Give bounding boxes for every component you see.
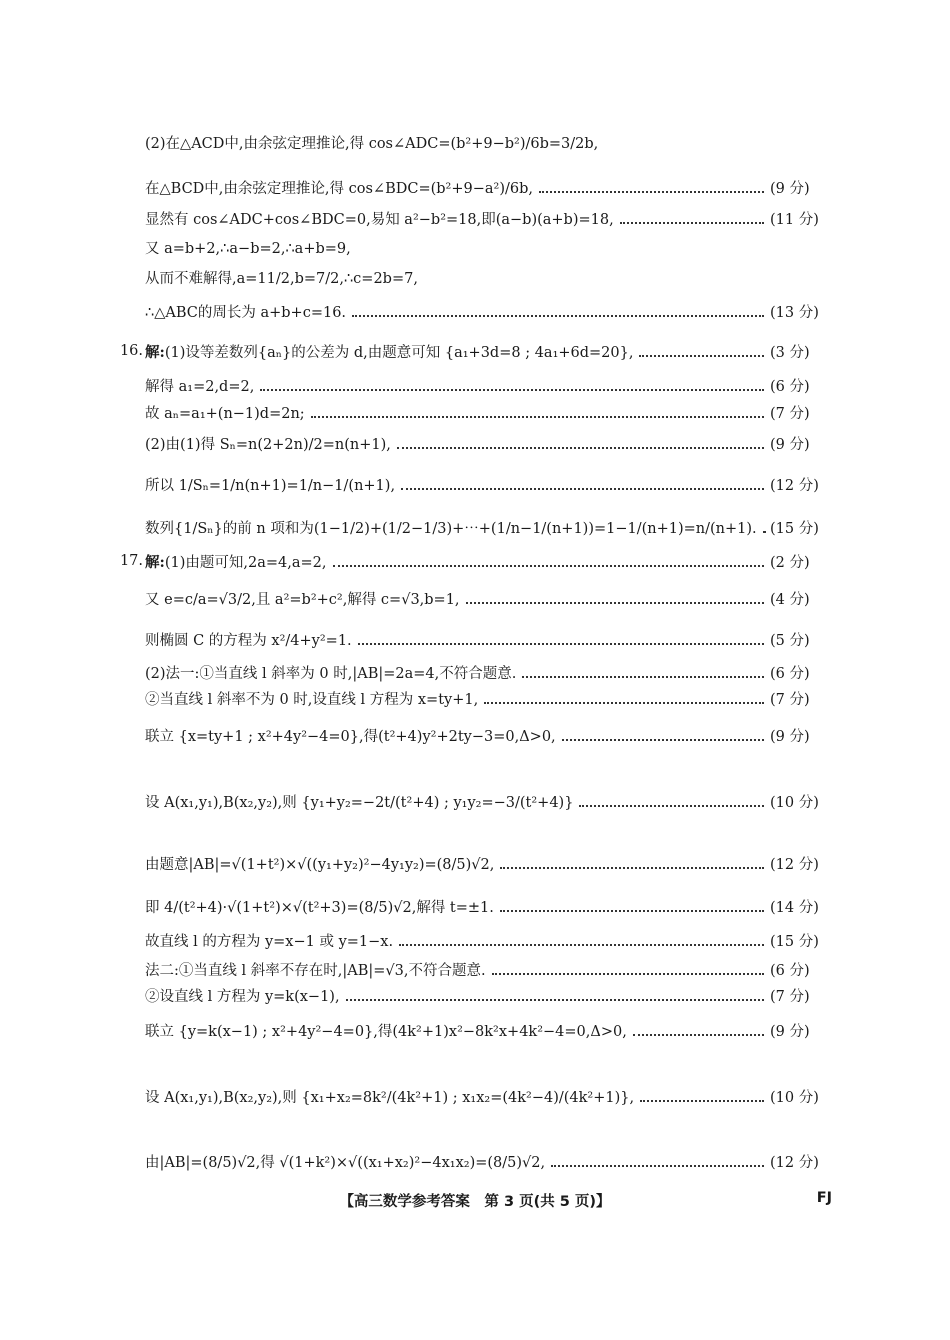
answer-line bbox=[0, 848, 950, 878]
line-content bbox=[145, 588, 460, 609]
answer-line bbox=[0, 1015, 950, 1045]
line-text: ∴△ABC的周长为 a+b+c=16. bbox=[145, 304, 347, 321]
line-text: 联立 {y=k(x−1) ; x²+4y²−4=0},得(4k²+1)x²−8k²x+4k²−4=0,Δ>0, bbox=[145, 1023, 627, 1040]
line-text: (2)由(1)得 Sₙ=n(2+2n)/2=n(n+1), bbox=[145, 436, 391, 453]
dot-leader bbox=[484, 701, 764, 704]
answer-line bbox=[0, 891, 950, 921]
line-text: 设 A(x₁,y₁),B(x₂,y₂),则 {y₁+y₂=−2t/(t²+4) ; y₁y₂=−3/(t²+4)} bbox=[145, 794, 574, 811]
line-content bbox=[145, 791, 573, 812]
line-text: 法二:①当直线 l 斜率不存在时,|AB|=√3,不符合题意. bbox=[145, 962, 486, 979]
line-content bbox=[145, 177, 533, 198]
score-label: (12 分) bbox=[770, 1154, 819, 1171]
line-content bbox=[145, 267, 418, 288]
answer-line bbox=[0, 232, 950, 262]
score-label: (2 分) bbox=[770, 554, 810, 571]
line-content bbox=[145, 688, 478, 709]
line-content bbox=[145, 208, 614, 229]
answer-line bbox=[0, 624, 950, 654]
score-label: (6 分) bbox=[770, 962, 810, 979]
line-content bbox=[145, 1086, 634, 1107]
line-text: (1)由题可知,2a=4,a=2, bbox=[164, 554, 327, 571]
answer-line bbox=[0, 262, 950, 292]
solution-label: 解: bbox=[145, 553, 165, 571]
line-text: 即 4/(t²+4)·√(1+t²)×√(t²+3)=(8/5)√2,解得 t=±1. bbox=[145, 899, 494, 916]
line-content bbox=[145, 301, 346, 322]
line-text: (1)设等差数列{aₙ}的公差为 d,由题意可知 {a₁+3d=8 ; 4a₁+6d=20}, bbox=[164, 344, 634, 361]
score-label: (3 分) bbox=[770, 344, 810, 361]
answer-line bbox=[0, 925, 950, 955]
solution-label: 解: bbox=[145, 343, 165, 361]
score-label: (10 分) bbox=[770, 1089, 819, 1106]
line-content bbox=[145, 853, 494, 874]
line-content bbox=[145, 375, 254, 396]
line-content bbox=[145, 959, 486, 980]
line-content bbox=[145, 930, 393, 951]
answer-line bbox=[0, 203, 950, 233]
line-text: 显然有 cos∠ADC+cos∠BDC=0,易知 a²−b²=18,即(a−b)(a+b)=18, bbox=[145, 211, 614, 228]
dot-leader bbox=[358, 642, 764, 645]
answer-line bbox=[0, 1146, 950, 1176]
dot-leader bbox=[352, 314, 764, 317]
line-content bbox=[145, 433, 391, 454]
page-footer bbox=[0, 1190, 950, 1214]
answer-line bbox=[0, 546, 950, 576]
line-text: 故直线 l 的方程为 y=x−1 或 y=1−x. bbox=[145, 933, 394, 950]
line-content bbox=[145, 474, 395, 495]
line-content bbox=[145, 629, 352, 650]
line-content bbox=[145, 896, 494, 917]
line-text: 解得 a₁=2,d=2, bbox=[145, 378, 255, 395]
dot-leader bbox=[562, 738, 764, 741]
line-text: 所以 1/Sₙ=1/n(n+1)=1/n−1/(n+1), bbox=[145, 477, 396, 494]
footer-title: 【高三数学参考答案 第 3 页(共 5 页)】 bbox=[339, 1194, 611, 1210]
dot-leader bbox=[492, 972, 764, 975]
dot-leader bbox=[346, 998, 764, 1001]
score-label: (4 分) bbox=[770, 591, 810, 608]
line-text: ②设直线 l 方程为 y=k(x−1), bbox=[145, 988, 340, 1005]
line-text: (2)法一:①当直线 l 斜率为 0 时,|AB|=2a=4,不符合题意. bbox=[145, 665, 517, 682]
dot-leader bbox=[311, 415, 764, 418]
line-content bbox=[145, 985, 340, 1006]
dot-leader bbox=[522, 675, 764, 678]
line-content bbox=[145, 1020, 627, 1041]
line-content bbox=[145, 662, 516, 683]
score-label: (7 分) bbox=[770, 691, 810, 708]
dot-leader bbox=[579, 804, 764, 807]
dot-leader bbox=[401, 487, 764, 490]
dot-leader bbox=[500, 866, 764, 869]
answer-line bbox=[0, 469, 950, 499]
score-label: (9 分) bbox=[770, 728, 810, 745]
line-content bbox=[145, 725, 556, 746]
answer-line bbox=[0, 397, 950, 427]
score-label: (9 分) bbox=[770, 1023, 810, 1040]
score-label: (7 分) bbox=[770, 988, 810, 1005]
dot-leader bbox=[620, 221, 764, 224]
score-label: (9 分) bbox=[770, 180, 810, 197]
line-content bbox=[145, 517, 757, 538]
line-text: 从而不难解得,a=11/2,b=7/2,∴c=2b=7, bbox=[145, 270, 418, 287]
score-label: (10 分) bbox=[770, 794, 819, 811]
dot-leader bbox=[399, 943, 764, 946]
footer-code: FJ bbox=[816, 1190, 832, 1206]
score-label: (6 分) bbox=[770, 665, 810, 682]
answer-line bbox=[0, 980, 950, 1010]
answer-line bbox=[0, 172, 950, 202]
answer-line bbox=[0, 127, 950, 157]
answer-line bbox=[0, 336, 950, 366]
line-content bbox=[145, 132, 598, 153]
answer-line bbox=[0, 512, 950, 542]
question-number: 17. bbox=[119, 553, 143, 569]
line-text: 又 a=b+2,∴a−b=2,∴a+b=9, bbox=[145, 240, 351, 257]
answer-line bbox=[0, 683, 950, 713]
answer-line bbox=[0, 428, 950, 458]
score-label: (15 分) bbox=[770, 520, 819, 537]
score-label: (7 分) bbox=[770, 405, 810, 422]
dot-leader bbox=[633, 1033, 764, 1036]
dot-leader bbox=[466, 601, 764, 604]
line-text: 又 e=c/a=√3/2,且 a²=b²+c²,解得 c=√3,b=1, bbox=[145, 591, 460, 608]
dot-leader bbox=[260, 388, 764, 391]
line-content bbox=[145, 1151, 545, 1172]
score-label: (15 分) bbox=[770, 933, 819, 950]
dot-leader bbox=[539, 190, 764, 193]
answer-line bbox=[0, 370, 950, 400]
answer-line bbox=[0, 786, 950, 816]
line-content bbox=[145, 402, 305, 423]
dot-leader bbox=[397, 446, 764, 449]
dot-leader bbox=[551, 1164, 764, 1167]
score-label: (14 分) bbox=[770, 899, 819, 916]
line-text: 联立 {x=ty+1 ; x²+4y²−4=0},得(t²+4)y²+2ty−3=0,Δ>0, bbox=[145, 728, 556, 745]
score-label: (12 分) bbox=[770, 477, 819, 494]
line-content bbox=[113, 551, 327, 572]
line-text: 则椭圆 C 的方程为 x²/4+y²=1. bbox=[145, 632, 352, 649]
score-label: (12 分) bbox=[770, 856, 819, 873]
score-label: (6 分) bbox=[770, 378, 810, 395]
line-text: 在△BCD中,由余弦定理推论,得 cos∠BDC=(b²+9−a²)/6b, bbox=[145, 180, 533, 197]
dot-leader bbox=[640, 1099, 764, 1102]
line-text: 设 A(x₁,y₁),B(x₂,y₂),则 {x₁+x₂=8k²/(4k²+1) ; x₁x₂=(4k²−4)/(4k²+1)}, bbox=[145, 1089, 635, 1106]
score-label: (9 分) bbox=[770, 436, 810, 453]
line-text: (2)在△ACD中,由余弦定理推论,得 cos∠ADC=(b²+9−b²)/6b=3/2b, bbox=[145, 135, 599, 152]
answer-line bbox=[0, 720, 950, 750]
score-label: (13 分) bbox=[770, 304, 819, 321]
line-content bbox=[145, 237, 351, 258]
line-text: 故 aₙ=a₁+(n−1)d=2n; bbox=[145, 405, 305, 422]
line-text: 由|AB|=(8/5)√2,得 √(1+k²)×√((x₁+x₂)²−4x₁x₂)=(8/5)√2, bbox=[145, 1154, 546, 1171]
dot-leader bbox=[500, 909, 764, 912]
score-label: (11 分) bbox=[770, 211, 819, 228]
line-content bbox=[113, 341, 633, 362]
line-text: 数列{1/Sₙ}的前 n 项和为(1−1/2)+(1/2−1/3)+⋯+(1/n−1/(n+1))=1−1/(n+1)=n/(n+1). bbox=[145, 520, 757, 537]
answer-line bbox=[0, 1081, 950, 1111]
answer-line bbox=[0, 583, 950, 613]
answer-line bbox=[0, 296, 950, 326]
score-label: (5 分) bbox=[770, 632, 810, 649]
dot-leader bbox=[333, 564, 765, 567]
dot-leader bbox=[639, 354, 764, 357]
line-text: 由题意|AB|=√(1+t²)×√((y₁+y₂)²−4y₁y₂)=(8/5)√2, bbox=[145, 856, 495, 873]
dot-leader bbox=[763, 530, 764, 533]
line-text: ②当直线 l 斜率不为 0 时,设直线 l 方程为 x=ty+1, bbox=[145, 691, 479, 708]
question-number: 16. bbox=[119, 343, 143, 359]
